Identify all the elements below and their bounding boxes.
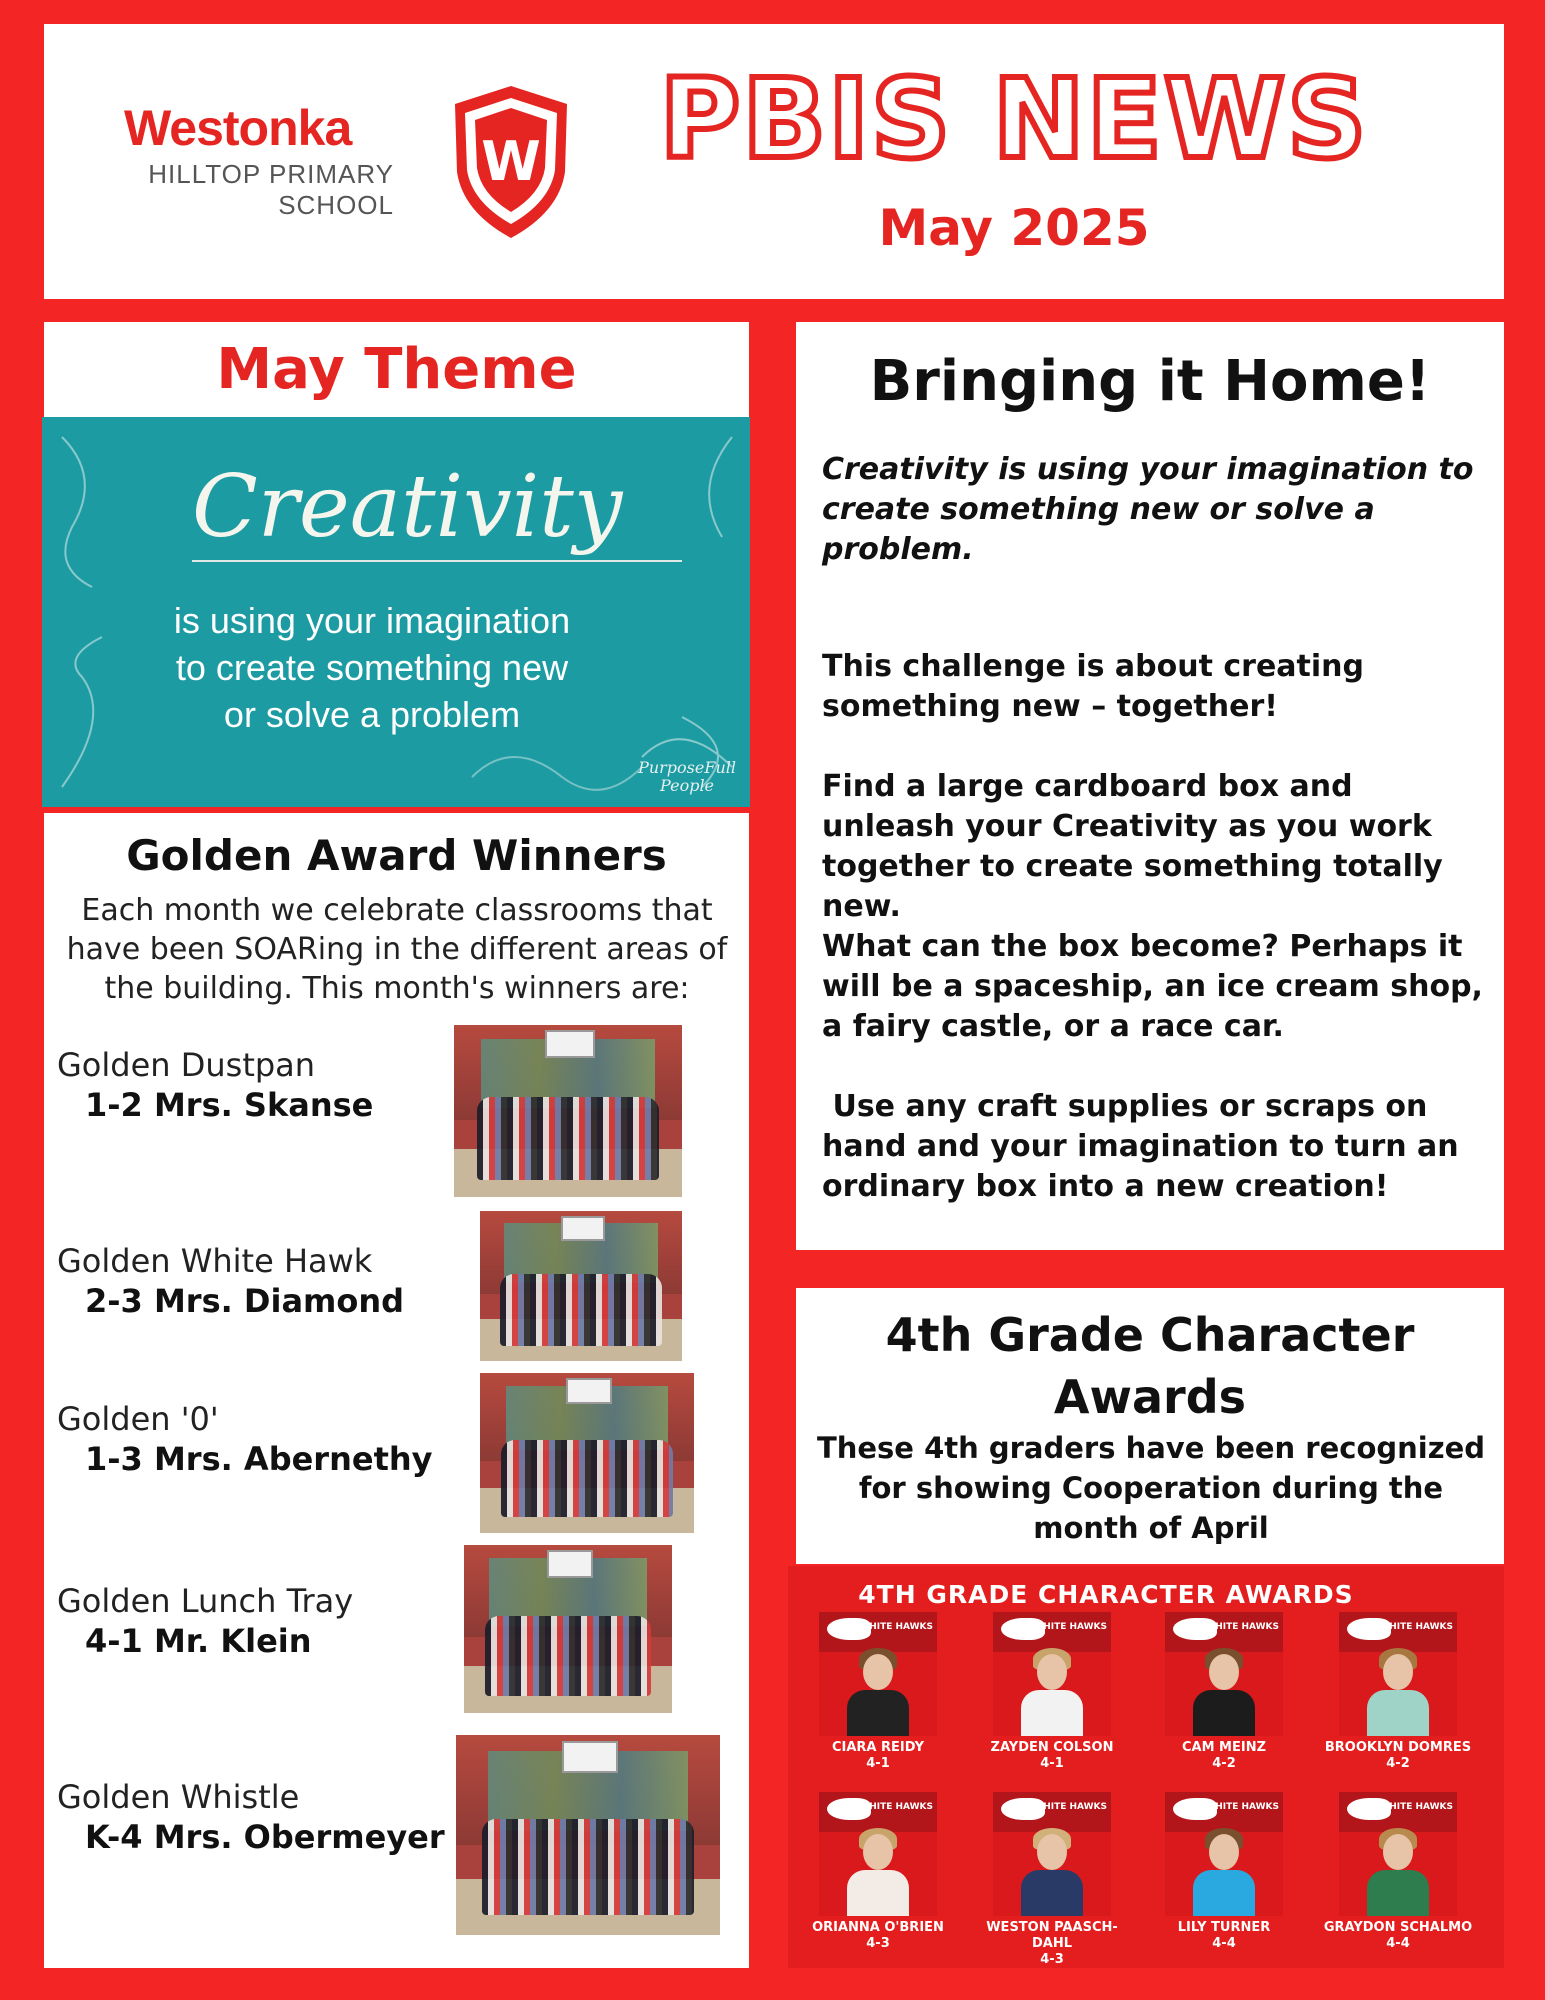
shield-letter: W <box>481 130 541 193</box>
creativity-theme-image <box>42 417 750 807</box>
challenge-text <box>822 647 1492 1247</box>
award-name: Golden Dustpan <box>57 1046 316 1084</box>
school-name-line-2: SCHOOL <box>278 190 394 220</box>
student-class: 4-4 <box>1212 1936 1236 1951</box>
class-photo <box>480 1373 694 1533</box>
award-name: Golden Whistle <box>57 1778 300 1816</box>
theme-definition: is using your imagination to create something new or solve a problem <box>173 600 571 735</box>
student-photo: WHITE HAWKS <box>993 1792 1111 1916</box>
theme-word: Creativity <box>192 457 623 557</box>
character-awards-panel <box>796 1288 1504 1564</box>
newsletter-title: PBIS NEWS <box>659 55 1369 183</box>
student-name: CAM MEINZ <box>1181 1740 1267 1755</box>
golden-awards-panel <box>44 813 749 1968</box>
student-card <box>798 1792 958 1952</box>
challenge-paragraph: This challenge is about creating something new – together! <box>822 649 1365 724</box>
school-logo-subtitle <box>34 159 394 221</box>
shield-logo-icon <box>447 82 575 242</box>
class-photo <box>464 1545 672 1713</box>
newsletter-header <box>44 24 1504 299</box>
theme-heading: May Theme <box>216 337 577 402</box>
award-item <box>57 1581 353 1661</box>
school-name-line-1: HILLTOP PRIMARY <box>148 159 394 189</box>
student-photo: WHITE HAWKS <box>819 1792 937 1916</box>
student-card <box>1318 1612 1478 1772</box>
student-class: 4-2 <box>1212 1756 1236 1771</box>
student-class: 4-3 <box>1040 1952 1064 1967</box>
student-name: WESTON PAASCH-DAHL <box>986 1920 1118 1951</box>
award-item <box>57 1777 445 1857</box>
student-name: CIARA REIDY <box>831 1740 925 1755</box>
student-card <box>972 1792 1132 1968</box>
award-winner: 1-3 Mrs. Abernethy <box>85 1440 433 1478</box>
award-winner: 4-1 Mr. Klein <box>85 1622 312 1660</box>
purposefull-people-logo <box>638 759 736 795</box>
award-name: Golden Lunch Tray <box>57 1582 354 1620</box>
student-card <box>1144 1612 1304 1772</box>
award-item <box>57 1045 373 1125</box>
brand-line-2: People <box>660 776 715 795</box>
class-photo <box>480 1211 682 1361</box>
theme-divider <box>192 560 682 562</box>
challenge-paragraph: Find a large cardboard box and unleash your Creativity as you work together to create something totally new. <box>822 769 1443 924</box>
school-logo-wordmark: Westonka <box>124 100 352 156</box>
student-name: LILY TURNER <box>1177 1920 1271 1935</box>
golden-awards-heading: Golden Award Winners <box>126 831 667 880</box>
student-photo: WHITE HAWKS <box>1165 1792 1283 1916</box>
creativity-definition: Creativity is using your imagination to create something new or solve a problem. <box>822 452 1474 567</box>
challenge-paragraph: Use any craft supplies or scraps on hand and your imagination to turn an ordinary box into a new creation! <box>822 1089 1470 1204</box>
student-class: 4-4 <box>1386 1936 1410 1951</box>
theme-heading-panel <box>44 322 749 417</box>
student-photo: WHITE HAWKS <box>1339 1792 1457 1916</box>
board-title: 4TH GRADE CHARACTER AWARDS <box>858 1580 1354 1609</box>
golden-awards-description: Each month we celebrate classrooms that have been SOARing in the different areas of the building. This month's winners are: <box>66 893 728 1006</box>
award-winner: 1-2 Mrs. Skanse <box>85 1086 374 1124</box>
newsletter-date: May 2025 <box>878 199 1150 257</box>
student-card <box>798 1612 958 1772</box>
student-class: 4-1 <box>866 1756 890 1771</box>
student-card <box>972 1612 1132 1772</box>
bringing-it-home-heading: Bringing it Home! <box>869 349 1431 414</box>
award-item <box>57 1241 404 1321</box>
student-class: 4-2 <box>1386 1756 1410 1771</box>
character-awards-description: These 4th graders have been recognized for showing Cooperation during the month of April <box>816 1431 1486 1545</box>
student-class: 4-1 <box>1040 1756 1064 1771</box>
student-photo: WHITE HAWKS <box>819 1612 937 1736</box>
student-photo: WHITE HAWKS <box>993 1612 1111 1736</box>
character-awards-board <box>788 1566 1504 1968</box>
bringing-it-home-panel <box>796 322 1504 1250</box>
student-card <box>1144 1792 1304 1952</box>
student-name: ZAYDEN COLSON <box>990 1740 1114 1755</box>
challenge-paragraph: What can the box become? Perhaps it will be a spaceship, an ice cream shop, a fairy castle, or a race car. <box>822 929 1483 1044</box>
student-photo: WHITE HAWKS <box>1339 1612 1457 1736</box>
award-winner: K-4 Mrs. Obermeyer <box>85 1818 445 1856</box>
brand-line-1: PurposeFull <box>638 758 736 777</box>
award-name: Golden '0' <box>57 1400 219 1438</box>
award-item <box>57 1399 433 1479</box>
student-card <box>1318 1792 1478 1952</box>
character-awards-heading: 4th Grade Character Awards <box>885 1308 1415 1424</box>
student-class: 4-3 <box>866 1936 890 1951</box>
student-name: GRAYDON SCHALMO <box>1323 1920 1473 1935</box>
class-photo <box>456 1735 720 1935</box>
award-winner: 2-3 Mrs. Diamond <box>85 1282 405 1320</box>
student-photo: WHITE HAWKS <box>1165 1612 1283 1736</box>
student-name: BROOKLYN DOMRES <box>1324 1740 1472 1755</box>
award-name: Golden White Hawk <box>57 1242 373 1280</box>
student-name: ORIANNA O'BRIEN <box>812 1920 944 1935</box>
class-photo <box>454 1025 682 1197</box>
